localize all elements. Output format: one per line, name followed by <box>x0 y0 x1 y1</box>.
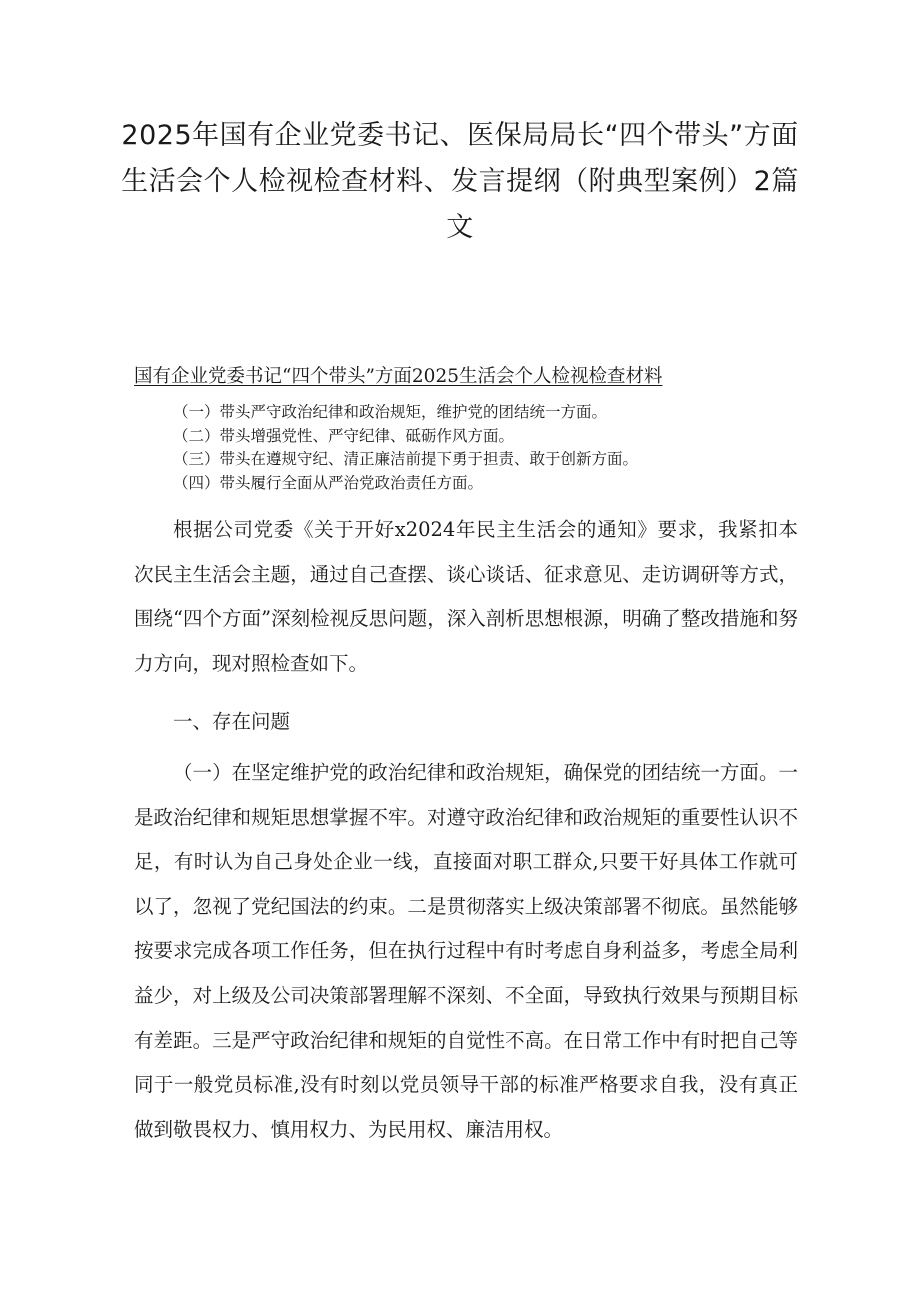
outline-item: （四）带头履行全面从严治党政治责任方面。 <box>173 473 484 492</box>
document-title: 2025年国有企业党委书记、医保局局长“四个带头”方面生活会个人检视检查材料、发言提纲（附典型案例）2篇文 <box>121 120 799 243</box>
problem-one-lead: （一）在坚定维护党的政治纪律和政治规矩，确保党的团结统一方面。 <box>173 761 779 784</box>
problem-one-body: 一是政治纪律和规矩思想掌握不牢。对遵守政治纪律和政治规矩的重要性认识不足，有时认为自己身处企业一线，直接面对职工群众,只要干好具体工作就可以了，忽视了党纪国法的约束。二是贯彻落实上级决策部署不彻底。虽然能够按要求完成各项工作任务，但在执行过程中有时考虑自身利益多，考虑全局利益少，对上级及公司决策部署理解不深刻、不全面，导致执行效果与预期目标有差距。三是严守政治纪律和规矩的自觉性不高。在日常工作中有时把自己等同于一般党员标准,没有时刻以党员领导干部的标准严格要求自我，没有真正做到敬畏权力、慎用权力、为民用权、廉洁用权。 <box>134 761 798 1141</box>
outline-item: （二）带头增强党性、严守纪律、砥砺作风方面。 <box>173 426 515 445</box>
outline-item: （三）带头在遵规守纪、清正廉洁前提下勇于担责、敢于创新方面。 <box>173 450 639 468</box>
problem-one-paragraph <box>134 751 798 1152</box>
outline-list <box>173 401 793 495</box>
intro-paragraph: 根据公司党委《关于开好x2024年民主生活会的通知》要求，我紧扣本次民主生活会主题，通过自己查摆、谈心谈话、征求意见、走访调研等方式，围绕“四个方面”深刻检视反思问题，深入剖析思想根源，明确了整改措施和努力方向，现对照检查如下。 <box>134 518 798 675</box>
outline-item: （一）带头严守政治纪律和政治规矩，维护党的团结统一方面。 <box>173 403 608 421</box>
problems-heading: 一、存在问题 <box>173 710 291 733</box>
section-heading: 国有企业党委书记“四个带头”方面2025生活会个人检视检查材料 <box>134 366 663 387</box>
